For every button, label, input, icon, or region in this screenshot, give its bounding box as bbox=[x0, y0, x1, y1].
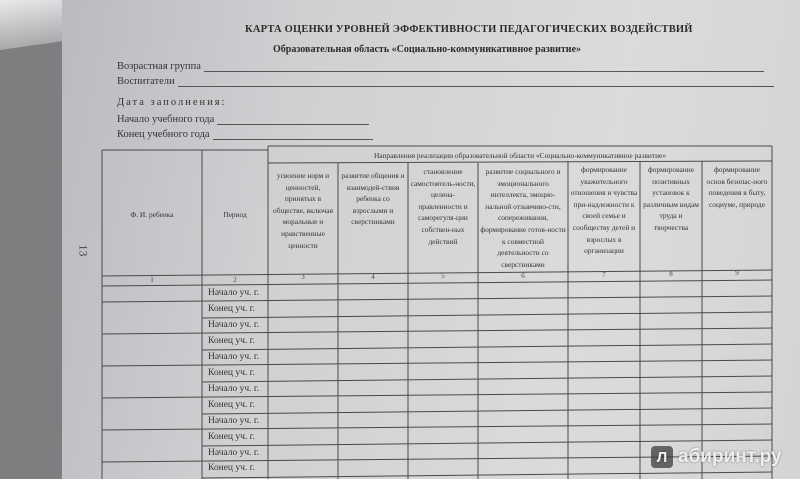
direction-6: формирование позитивных установок к различным видам труда и творчества bbox=[643, 165, 699, 232]
period-cell: Конец уч. г. bbox=[208, 432, 255, 442]
period-cell: Конец уч. г. bbox=[208, 463, 255, 473]
direction-1: усвоение норм и ценностей, принятых в обществе, включая моральные и нравственные ценности bbox=[273, 171, 333, 250]
direction-7: формирование основ безопас-ного поведения в быту, социуме, природе bbox=[706, 165, 768, 209]
fill-date-label: Дата заполнения: bbox=[117, 97, 227, 108]
period-cell: Начало уч. г. bbox=[208, 352, 260, 362]
period-cell: Начало уч. г. bbox=[208, 288, 260, 298]
direction-2: развитие общения и взаимодей-ствия ребенка со взрослыми и сверстниками bbox=[341, 171, 405, 227]
direction-4: развитие социального и эмоционального интеллекта, эмоцио-нальной отзывчиво-сти, сопереживания, формирование готов-ности к совместной деятельности со сверстниками bbox=[480, 167, 566, 269]
period-cell: Конец уч. г. bbox=[208, 400, 255, 410]
labirint-logo-icon: Л bbox=[651, 446, 673, 468]
period-cell: Конец уч. г. bbox=[208, 304, 255, 314]
column-number-9: 9 bbox=[735, 269, 739, 277]
period-cell: Конец уч. г. bbox=[208, 336, 255, 346]
column-number-4: 4 bbox=[371, 273, 375, 281]
page-number: 13 bbox=[76, 244, 91, 257]
column-child-name: Ф. И. ребенка bbox=[130, 210, 174, 219]
year-end-label: Конец учебного года bbox=[117, 129, 210, 140]
document-title: КАРТА ОЦЕНКИ УРОВНЕЙ ЭФФЕКТИВНОСТИ ПЕДАГОГИЧЕСКИХ ВОЗДЕЙСТВИЙ bbox=[245, 24, 693, 35]
column-period: Период bbox=[223, 210, 247, 219]
direction-5: формирование уважительного отношения и чувства при-надлежности к своей семье и сообществу детей и взрослых в организации bbox=[570, 165, 638, 256]
watermark-text: абиринт.ру bbox=[678, 446, 782, 467]
column-number-3: 3 bbox=[301, 273, 305, 281]
document-subtitle: Образовательная область «Социально-коммуникативное развитие» bbox=[273, 44, 582, 55]
period-cell: Начало уч. г. bbox=[208, 320, 260, 330]
column-number-6: 6 bbox=[521, 272, 525, 280]
column-number-8: 8 bbox=[669, 270, 673, 278]
labirint-watermark bbox=[651, 446, 782, 468]
period-cell: Начало уч. г. bbox=[208, 448, 260, 458]
column-number-5: 5 bbox=[441, 272, 445, 280]
period-cell: Начало уч. г. bbox=[208, 416, 260, 426]
column-number-1: 1 bbox=[150, 276, 154, 284]
teachers-label: Воспитатели bbox=[117, 76, 175, 87]
period-cell: Начало уч. г. bbox=[208, 384, 260, 394]
directions-header: Направления реализации образовательной области «Социально-коммуникативное развитие» bbox=[373, 151, 667, 160]
direction-3: становление самостоятель-ности, целена-правленности и саморегуля-ции собствен-ных действий bbox=[410, 167, 476, 246]
year-start-label: Начало учебного года bbox=[117, 114, 215, 125]
period-cell: Конец уч. г. bbox=[208, 368, 255, 378]
age-group-label: Возрастная группа bbox=[117, 61, 201, 72]
column-number-2: 2 bbox=[233, 276, 237, 284]
column-number-7: 7 bbox=[602, 271, 606, 279]
